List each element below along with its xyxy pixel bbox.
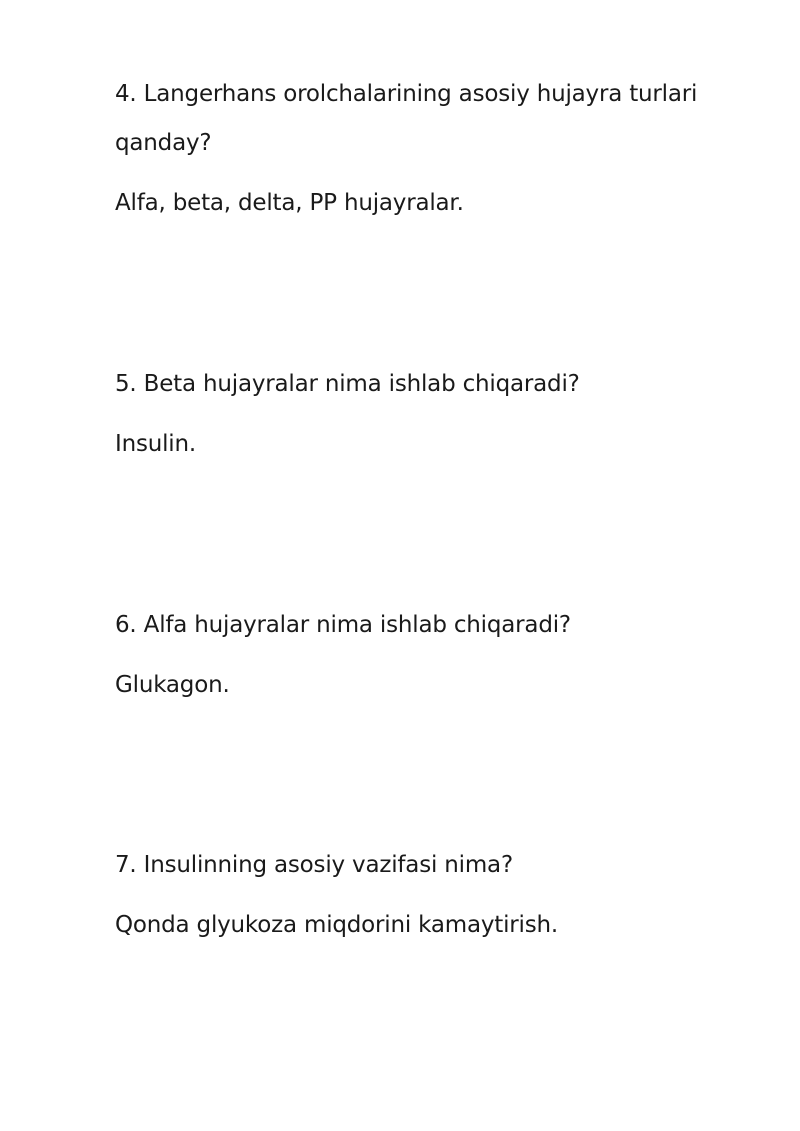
- question-6: 6. Alfa hujayralar nima ishlab chiqaradi?: [115, 612, 571, 638]
- document-page: [115, 0, 715, 1131]
- question-4-line-2: qanday?: [115, 130, 212, 156]
- answer-4: Alfa, beta, delta, PP hujayralar.: [115, 190, 464, 216]
- answer-5: Insulin.: [115, 431, 196, 457]
- question-7: 7. Insulinning asosiy vazifasi nima?: [115, 852, 513, 878]
- question-5: 5. Beta hujayralar nima ishlab chiqaradi?: [115, 371, 580, 397]
- answer-7: Qonda glyukoza miqdorini kamaytirish.: [115, 912, 559, 938]
- question-4-line-1: 4. Langerhans orolchalarining asosiy hujayra turlari: [115, 81, 698, 107]
- answer-6: Glukagon.: [115, 672, 230, 698]
